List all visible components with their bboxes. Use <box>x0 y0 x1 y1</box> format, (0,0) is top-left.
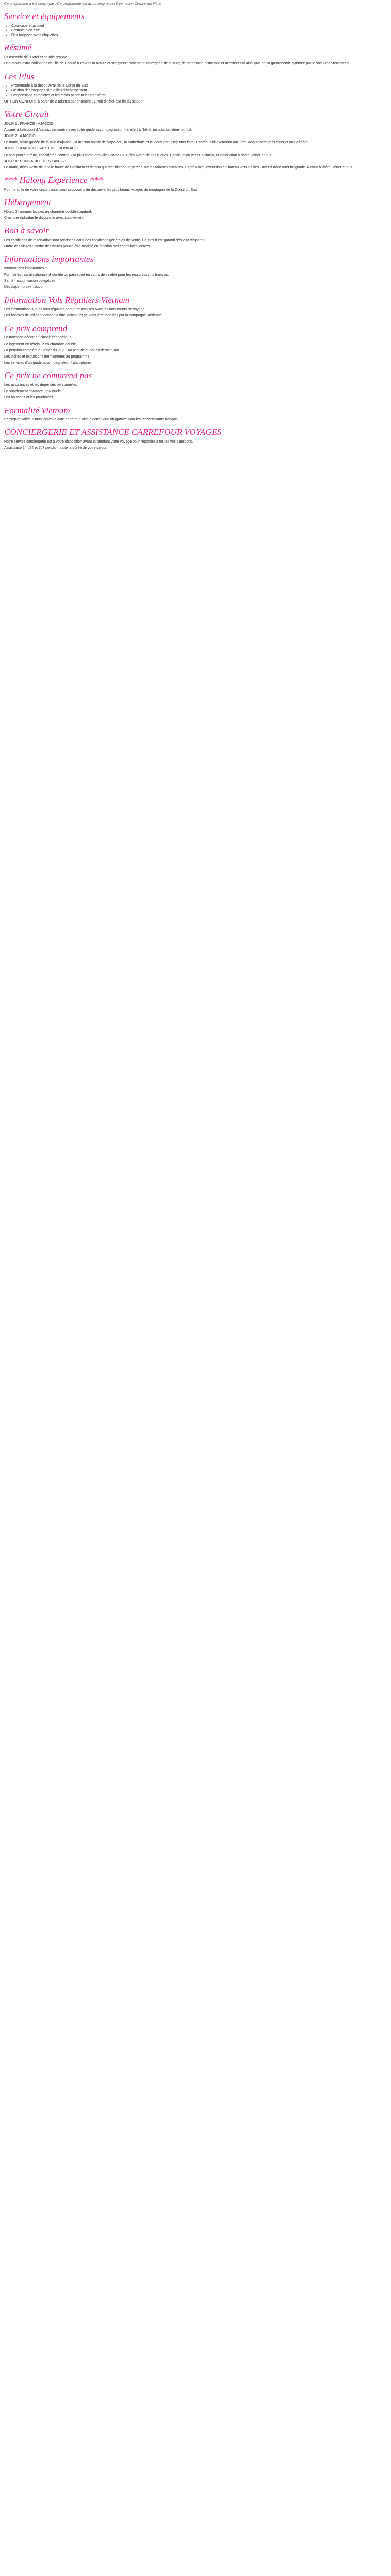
page <box>0 0 391 461</box>
paragraph: Des atouts extra-ordinaires de l'île de Beauté à travers la nature et son passé richement imprégnée de culture, de patrimoine historique et architectural ainsi que de sa gastronomie rythmée par le soleil méditerranéen. <box>4 62 350 66</box>
info-section-title-6: Formalité Vietnam <box>4 405 70 415</box>
paragraph: Notre service conciergerie est à votre disposition avant et pendant votre voyage pour répondre à toutes vos questions. <box>4 440 193 444</box>
paragraph: Accueil à l'aéroport d'Ajaccio, rencontre avec votre guide accompagnateur, transfert à l'hôtel, installation, dîner et nuit. <box>4 128 192 132</box>
paragraph: Le transport aérien en classe économique <box>4 336 72 340</box>
list-item: • Formule bien-être <box>11 28 387 33</box>
info-section-title-1: Bon à savoir <box>4 226 49 236</box>
paragraph: Passeport valide 6 mois après la date de retour. Visa électronique obligatoire pour les ressortissants français. <box>4 418 179 422</box>
section-title-3: Votre Circuit <box>4 109 50 119</box>
paragraph: Les services d'un guide accompagnateur francophone <box>4 361 91 365</box>
info-section-title-0: Hébergement <box>4 197 51 208</box>
list-item: • Courtoisie et accueil <box>11 24 387 28</box>
paragraph: Formalités : carte nationale d'identité ou passeport en cours de validité pour les ressortissants français. <box>4 273 169 277</box>
paragraph: JOUR 2 : AJACCIO <box>4 134 36 138</box>
paragraph: JOUR 1 : FRANCE - AJACCIO <box>4 122 54 126</box>
after-sections <box>4 197 387 450</box>
paragraph: JOUR 4 : BONIFACIO - ÎLES LAVEZZI <box>4 159 67 163</box>
paragraph: OPTION CONFORT à partir de 2 adultes par chambre : 1 nuit d'hôtel à la fin du séjour. <box>4 99 143 104</box>
paragraph: Le matin, visite guidée de la ville d'Ajaccio : la maison natale de Napoléon, la cathédrale et le vieux port. Déjeuner libre. L'après-midi excursion aux îles Sanguinaires puis dîner et nuit à l'hôtel. <box>4 141 309 145</box>
paragraph: Départ pour Sartène, considérée comme « la plus corse des villes corses ». Découverte de ses ruelles. Continuation vers Bonifacio, et installation à l'hôtel, dîner et nuit. <box>4 153 272 157</box>
paragraph: Le supplément chambre individuelle <box>4 389 62 394</box>
paragraph: Les boissons et les pourboires <box>4 396 53 400</box>
paragraph: Les informations sur les vols réguliers seront transmises avec les documents de voyage. <box>4 308 146 312</box>
highlight-title: *** Halong Expérience *** <box>4 175 103 185</box>
paragraph: Assistance 24h/24 et 7j/7 pendant toute la durée de votre séjour. <box>4 446 108 450</box>
sections <box>4 11 387 170</box>
paragraph: Chambre individuelle disponible avec supplément. <box>4 216 85 220</box>
paragraph: Informations importantes : <box>4 266 46 270</box>
list-item: • Des bagages avec étiquettes <box>11 33 387 38</box>
section-list-2 <box>4 83 387 98</box>
paragraph: L'Ensemble de l'Hotel et sa rôle groupe <box>4 56 67 60</box>
paragraph: Hôtels 3* normes locales en chambre double standard. <box>4 210 92 214</box>
paragraph: Les assurances et les dépenses personnelles <box>4 383 77 387</box>
highlight-text: Pour la suite de votre circuit, nous vous proposons de découvrir les plus beaux villages de montagne de la Corse du Sud <box>4 188 197 192</box>
paragraph: La pension complète du dîner du jour 1 au petit déjeuner du dernier jour <box>4 348 119 352</box>
info-section-title-4: Ce prix comprend <box>4 323 68 333</box>
paragraph: Le matin, découverte de la ville haute de Bonifacio et de son quartier historique perché sur les falaises calcaires. L'après-midi, excursion en bateau vers les îles Lavezzi avec arrêt baignade. Retour à l'hôtel, dîner et nuit. <box>4 166 353 170</box>
paragraph: Ordre des visites : l'ordre des visites pourra être modifié en fonction des contraintes locales. <box>4 244 151 248</box>
info-section-title-5: Ce prix ne comprend pas <box>4 370 92 381</box>
paragraph: Les horaires de vol sont donnés à titre indicatif et peuvent être modifiés par la compagnie aérienne. <box>4 314 163 318</box>
section-list-0 <box>4 24 387 38</box>
section-title-0: Service et équipements <box>4 11 85 22</box>
paragraph: JOUR 3 : AJACCIO - SARTÈNE - BONIFACIO <box>4 147 79 151</box>
paragraph: Décalage horaire : aucun. <box>4 285 46 290</box>
top-line: Ce programme a été conçu par : Ce programme est accompagné par l'Animation Crescendo Hôtel <box>4 2 161 6</box>
section-title-1: Résumé <box>4 43 31 53</box>
info-section-title-3: Information Vols Réguliers Vietnam <box>4 295 129 305</box>
paragraph: Santé : aucun vaccin obligatoire. <box>4 279 57 283</box>
paragraph: Les conditions de réservation sont précisées dans nos conditions générales de vente. Ce circuit est garanti dès 2 participants. <box>4 238 205 242</box>
list-item: • Les pensions complètes et les repas pendant les transferts <box>11 93 387 98</box>
list-item: • Promenade à la découverte de la Corse du Sud <box>11 83 387 88</box>
info-section-title-7: CONCIERGERIE ET ASSISTANCE CARREFOUR VOYAGES <box>4 427 222 437</box>
paragraph: Les visites et excursions mentionnées au programme <box>4 354 90 359</box>
paragraph: Le logement en hôtels 3* en chambre double <box>4 342 76 346</box>
section-title-2: Les Plus <box>4 71 35 81</box>
list-item: • Gestion des bagages sur le lieu d'hébergement <box>11 88 387 93</box>
info-section-title-2: Informations importantes <box>4 254 94 264</box>
